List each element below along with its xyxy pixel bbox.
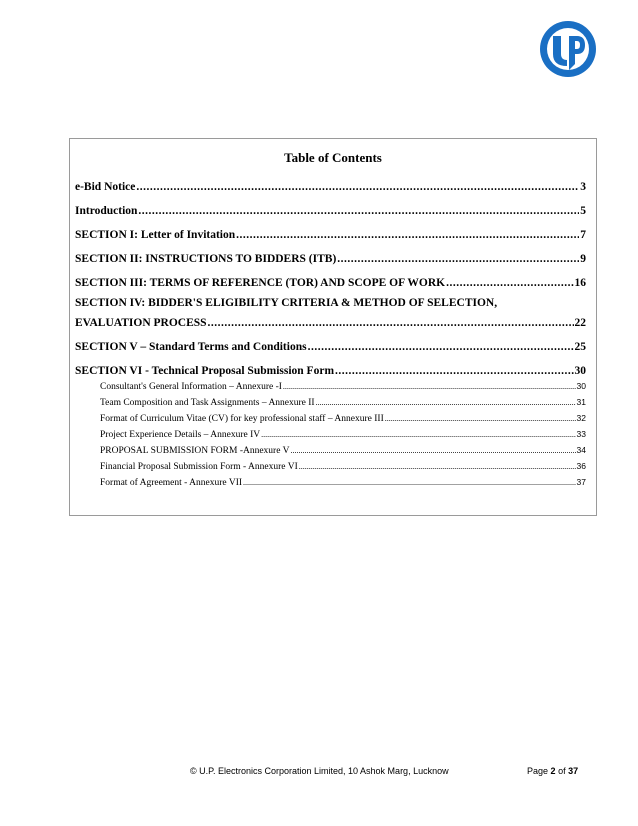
toc-entry-section-4-line1[interactable]: SECTION IV: BIDDER'S ELIGIBILITY CRITERIA & METHOD OF SELECTION, bbox=[75, 297, 498, 309]
toc-entry-section-1[interactable]: SECTION I: Letter of Invitation ..... 7 bbox=[75, 229, 586, 241]
toc-title: Table of Contents bbox=[284, 150, 382, 165]
up-electronics-logo-icon bbox=[539, 20, 597, 78]
toc-sub-entry-annexure-6[interactable]: Financial Proposal Submission Form - Annexure VI ..... 36 bbox=[100, 461, 586, 472]
toc-entry-section-2[interactable]: SECTION II: INSTRUCTIONS TO BIDDERS (ITB) ..... 9 bbox=[75, 253, 586, 265]
toc-sub-entry-annexure-7[interactable]: Format of Agreement - Annexure VII ..... 37 bbox=[100, 477, 586, 488]
toc-entry-section-6[interactable]: SECTION VI - Technical Proposal Submission Form ..... 30 bbox=[75, 365, 586, 377]
toc-entry-ebid-notice[interactable]: e-Bid Notice ..... 3 bbox=[75, 181, 586, 193]
table-of-contents bbox=[69, 138, 597, 516]
toc-entry-introduction[interactable]: Introduction ..... 5 bbox=[75, 205, 586, 217]
toc-entry-section-3[interactable]: SECTION III: TERMS OF REFERENCE (TOR) AND SCOPE OF WORK ..... 16 bbox=[75, 277, 586, 289]
toc-sub-entry-annexure-3[interactable]: Format of Curriculum Vitae (CV) for key professional staff – Annexure III ..... 32 bbox=[100, 413, 586, 424]
toc-entry-section-4[interactable]: EVALUATION PROCESS ..... 22 bbox=[75, 317, 586, 329]
toc-sub-entry-annexure-5[interactable]: PROPOSAL SUBMISSION FORM -Annexure V ..... 34 bbox=[100, 445, 586, 456]
footer-copyright: © U.P. Electronics Corporation Limited, 10 Ashok Marg, Lucknow bbox=[190, 766, 449, 776]
toc-sub-entry-annexure-4[interactable]: Project Experience Details – Annexure IV ..... 33 bbox=[100, 429, 586, 440]
toc-entry-section-5[interactable]: SECTION V – Standard Terms and Conditions ..... 25 bbox=[75, 341, 586, 353]
footer-page-number: Page 2 of 37 bbox=[527, 766, 579, 776]
toc-sub-entry-annexure-2[interactable]: Team Composition and Task Assignments – Annexure II ..... 31 bbox=[100, 397, 586, 408]
toc-sub-entry-annexure-1[interactable]: Consultant's General Information – Annexure -I ..... 30 bbox=[100, 381, 586, 392]
